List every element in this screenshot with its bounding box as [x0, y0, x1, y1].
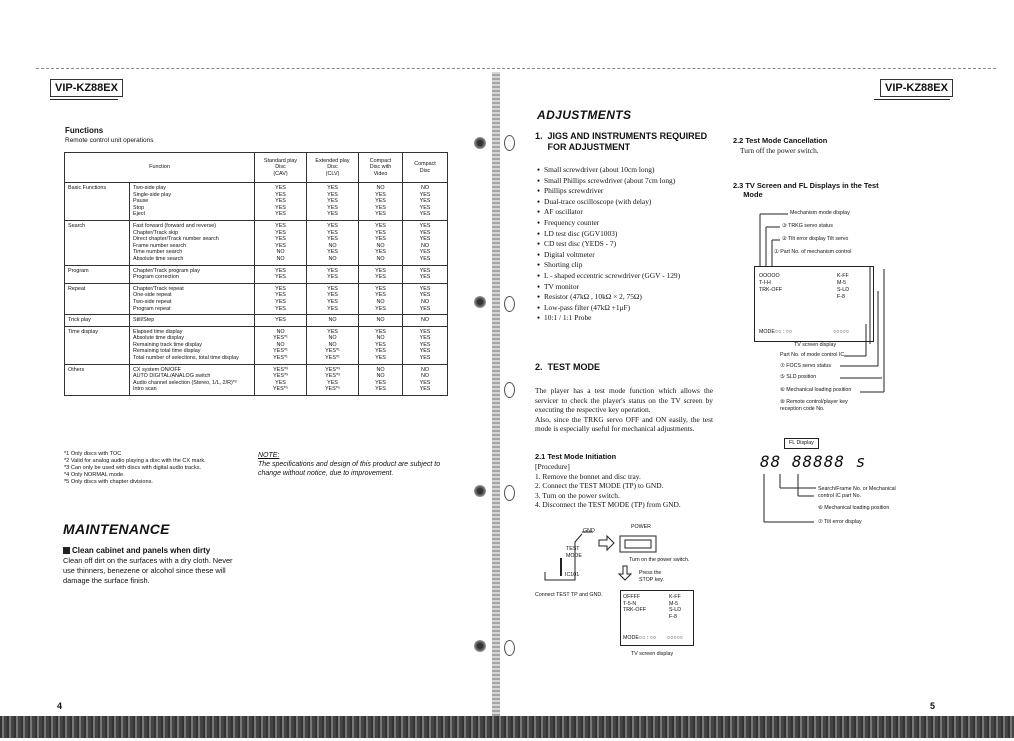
tp-screen-mode: MODE○○ : ○○ [623, 635, 657, 641]
bullet-square-icon [63, 547, 70, 554]
clv-cell: YES*³ YES*³ YES YES*⁵ [307, 364, 359, 395]
function-cell: Chapter/Track program play Program correction [130, 265, 255, 283]
tv-mech-load: ⑥ Mechanical loading position [780, 387, 852, 393]
model-underline [874, 99, 950, 100]
binder-ring-icon [504, 382, 515, 398]
tv-screen-mode: MODE○○ : ○○ [759, 329, 793, 335]
function-cell: CX system ON/OFF AUTO DIGITAL/ANALOG switch Audio channel selection (Stereo, 1/L, 2/R)*² Intro scan [130, 364, 255, 395]
model-underline [50, 99, 118, 100]
tools-list [537, 165, 727, 324]
cav-cell: YES [255, 315, 307, 327]
tp-test-mode: TEST MODE [566, 546, 582, 559]
group-cell: Trick play [65, 315, 130, 327]
list-item: ● Shorting clip [537, 260, 727, 271]
binder-ring-icon [504, 485, 515, 501]
page-number-left: 4 [57, 701, 63, 711]
binder-ring-icon [504, 640, 515, 656]
table-row [65, 220, 448, 265]
model-tag-left: VIP-KZ88EX [50, 79, 123, 97]
binder-ring-icon [504, 135, 515, 151]
cav-cell: YES YES YES YES NO NO [255, 220, 307, 265]
list-item: ● Frequency counter [537, 218, 727, 229]
tv-screen-l3: TRK-OFF [759, 287, 782, 293]
group-cell: Repeat [65, 283, 130, 314]
tv-screen-r3: S-LD [837, 287, 850, 293]
clv-cell: NO [307, 315, 359, 327]
tv-screen-r4: F-8 [837, 294, 845, 300]
list-item: ● L - shaped eccentric screwdriver (GGV - 129) [537, 271, 727, 282]
table-row [65, 315, 448, 327]
tv-sld: ⑤ SLD position [780, 374, 817, 380]
col-header-cd: Compact Disc [403, 153, 448, 183]
cav-cell: YES YES YES YES [255, 283, 307, 314]
table-row [65, 283, 448, 314]
s21-steps: [Procedure] 1. Remove the bonnet and disc tray. 2. Connect the TEST MODE (TP) to GND. 3. Turn on the power switch. 4. Disconnect the TEST MODE (TP) from GND. [535, 462, 681, 510]
list-item: ● TV monitor [537, 282, 727, 293]
cd-cell: NO NO YES YES [403, 364, 448, 395]
clv-cell: YES YES YES YES [307, 283, 359, 314]
fl-label: FL Display [784, 438, 819, 449]
function-cell: Still/Step [130, 315, 255, 327]
binder-hole-icon [474, 137, 486, 149]
function-cell: Fast forward (forward and reverse) Chapter/Track skip Direct chapter/Track number search Frame number search Time number search Absolute time search [130, 220, 255, 265]
list-item: ● Digital voltmeter [537, 250, 727, 261]
clv-cell: YES YES [307, 265, 359, 283]
tv-mech-display: Mechanism mode display [790, 210, 850, 216]
page-number-right: 5 [930, 701, 936, 711]
test-point-diagram [535, 522, 715, 662]
cav-cell: YES*³ YES*³ YES YES*⁵ [255, 364, 307, 395]
table-row [65, 364, 448, 395]
col-header-function: Function [65, 153, 255, 183]
tp-screen-mode-right: ○○○○○ [667, 635, 683, 641]
cd-cell: NO YES YES YES YES [403, 183, 448, 221]
tv-display-diagram [740, 206, 930, 416]
table-row [65, 265, 448, 283]
clv-cell: YES YES YES NO YES NO [307, 220, 359, 265]
cd-cell: YES YES [403, 265, 448, 283]
footnotes: *1 Only discs with TOC *2 Valid for analog audio playing a disc with the CX mark. *3 Can only be used with discs with digital audio tracks. *4 Only NORMAL mode. *5 Only discs with chapter divisions. [64, 451, 206, 485]
section1-title: 1. JIGS AND INSTRUMENTS REQUIRED FOR ADJUSTMENT [535, 131, 708, 152]
adjustments-title: ADJUSTMENTS [537, 108, 632, 122]
group-cell: Basic Functions [65, 183, 130, 221]
note-label: NOTE: [258, 452, 280, 459]
cdv-cell: YES YES [359, 265, 403, 283]
list-item: ● Resistor (47kΩ , 10kΩ × 2, 75Ω) [537, 292, 727, 303]
cav-cell: YES YES [255, 265, 307, 283]
functions-subtitle: Remote control unit operations [65, 137, 154, 144]
tv-part-ic: Part No. of mode control IC [780, 352, 845, 358]
note-text: The specifications and design of this product are subject to change without notice, due to improvement. [258, 461, 441, 477]
cdv-cell: YES NO YES YES YES [359, 326, 403, 364]
cdv-cell: NO [359, 315, 403, 327]
tv-focus: ⑦ FOCS servo status [780, 363, 831, 369]
list-item: ● Small Phillips screwdriver (about 7cm long) [537, 176, 727, 187]
model-tag-right: VIP-KZ88EX [880, 79, 953, 97]
table-row [65, 183, 448, 221]
list-item: ● Low-pass filter (47kΩ +1μF) [537, 303, 727, 314]
tv-screen-mode-right: ○○○○○ [833, 329, 849, 335]
tp-tv-screen [620, 590, 694, 646]
tv-part-mech: ① Part No. of mechanism control [774, 249, 852, 255]
group-cell: Program [65, 265, 130, 283]
fl-digits: 88 88888 s [760, 452, 867, 471]
maintenance-body: Clean off dirt on the surfaces with a dry cloth. Never use thinners, benezene or alcohol since these will damage the surface finish. [63, 556, 233, 585]
group-cell: Time display [65, 326, 130, 364]
top-dashed-rule [36, 68, 996, 69]
functions-title: Functions [65, 126, 104, 135]
tp-press-stop: Press the STOP key. [639, 570, 665, 583]
tv-screen-l2: T-I-H [759, 280, 771, 286]
group-cell: Others [65, 364, 130, 395]
tv-screen-r2: M-5 [837, 280, 847, 286]
tp-gnd: GND [583, 528, 595, 534]
maintenance-heading-text: Clean cabinet and panels when dirty [72, 546, 211, 555]
s22-title: 2.2 Test Mode Cancellation [733, 136, 828, 145]
cd-cell: YES YES YES NO YES YES [403, 220, 448, 265]
list-item: ● CD test disc (YEDS - 7) [537, 239, 727, 250]
tv-caption: TV screen display [794, 342, 837, 348]
function-cell: Two-side play Single-side play Pause Stop Eject [130, 183, 255, 221]
cdv-cell: NO YES YES YES YES [359, 183, 403, 221]
cdv-cell: NO NO YES YES [359, 364, 403, 395]
clv-cell: YES YES YES YES YES [307, 183, 359, 221]
list-item: ● Dual-trace oscilloscope (with delay) [537, 197, 727, 208]
tp-screen-left: OFFFF T-5-N TRK-OFF [623, 594, 646, 613]
col-header-cav: Standard play Disc (CAV) [255, 153, 307, 183]
fl-tilt: ⑦ Tilt error display [818, 519, 862, 525]
cav-cell: YES YES YES YES YES [255, 183, 307, 221]
tp-power: POWER [631, 524, 652, 530]
cd-cell: YES YES YES YES YES [403, 326, 448, 364]
cd-cell: NO [403, 315, 448, 327]
function-cell: Chapter/Track repeat One-side repeat Two-side repeat Program repeat [130, 283, 255, 314]
fl-display-diagram [760, 436, 930, 536]
cd-cell: YES YES NO YES [403, 283, 448, 314]
binder-hole-icon [474, 640, 486, 652]
list-item: ● Phillips screwdriver [537, 186, 727, 197]
tp-screen-right: K-FF M-5 S-LD F-8 [669, 594, 682, 620]
tp-turn-on: Turn on the power switch. [629, 557, 690, 563]
list-item: ● AF oscillator [537, 207, 727, 218]
binder-hole-icon [474, 485, 486, 497]
group-cell: Search [65, 220, 130, 265]
list-item: ● 10:1 / 1:1 Probe [537, 313, 727, 324]
col-header-cdv: Compact Disc with Video [359, 153, 403, 183]
tv-screen-box [754, 266, 874, 342]
s23-title: 2.3 TV Screen and FL Displays in the Test Mode [733, 181, 879, 199]
s22-body: Turn off the power switch. [740, 146, 819, 155]
tp-ic: IC101 [565, 572, 580, 578]
fl-search: Search/Frame No. or Mechanical control IC part No. [818, 486, 896, 499]
table-row [65, 326, 448, 364]
tv-remote: ⑧ Remote control/player key reception code No. [780, 399, 848, 412]
functions-table [64, 152, 448, 396]
cdv-cell: YES YES NO YES [359, 283, 403, 314]
s21-title: 2.1 Test Mode Initiation [535, 452, 617, 461]
tp-connect: Connect TEST TP and GND. [535, 592, 603, 598]
fl-mech: ⑥ Mechanical loading position [818, 505, 890, 511]
tv-screen-r1: K-FF [837, 273, 849, 279]
tv-screen-l1: OOOOO [759, 273, 780, 279]
clv-cell: YES NO NO YES*¹ YES*¹ [307, 326, 359, 364]
section2-title: 2. TEST MODE [535, 362, 601, 372]
binder-hole-icon [474, 296, 486, 308]
function-cell: Elapsed time display Absolute time display Remaining track time display Remaining total time display Total number of selections, total time display [130, 326, 255, 364]
cav-cell: NO YES*¹ NO YES*¹ YES*¹ [255, 326, 307, 364]
tv-tilt: ② Tilt error display Tilt servo [782, 236, 849, 242]
maintenance-heading [63, 546, 210, 555]
list-item: ● LD test disc (GGV1003) [537, 229, 727, 240]
tv-trkg: ③ TRKG servo status [782, 223, 833, 229]
list-item: ● Small screwdriver (about 10cm long) [537, 165, 727, 176]
scan-bottom-edge [0, 716, 1014, 738]
section2-body: The player has a test mode function which allows the servicer to check the player's status on the TV screen by executing the respective key operation. Also, since the TRKG servo OFF and ON easily, the test mode is especially useful for mechanical adjustments. [535, 386, 713, 434]
maintenance-title: MAINTENANCE [63, 521, 170, 537]
tp-caption: TV screen display [631, 651, 674, 657]
cdv-cell: YES YES YES NO YES NO [359, 220, 403, 265]
binding-spine [492, 72, 500, 716]
col-header-clv: Extended play Disc (CLV) [307, 153, 359, 183]
binder-ring-icon [504, 296, 515, 312]
